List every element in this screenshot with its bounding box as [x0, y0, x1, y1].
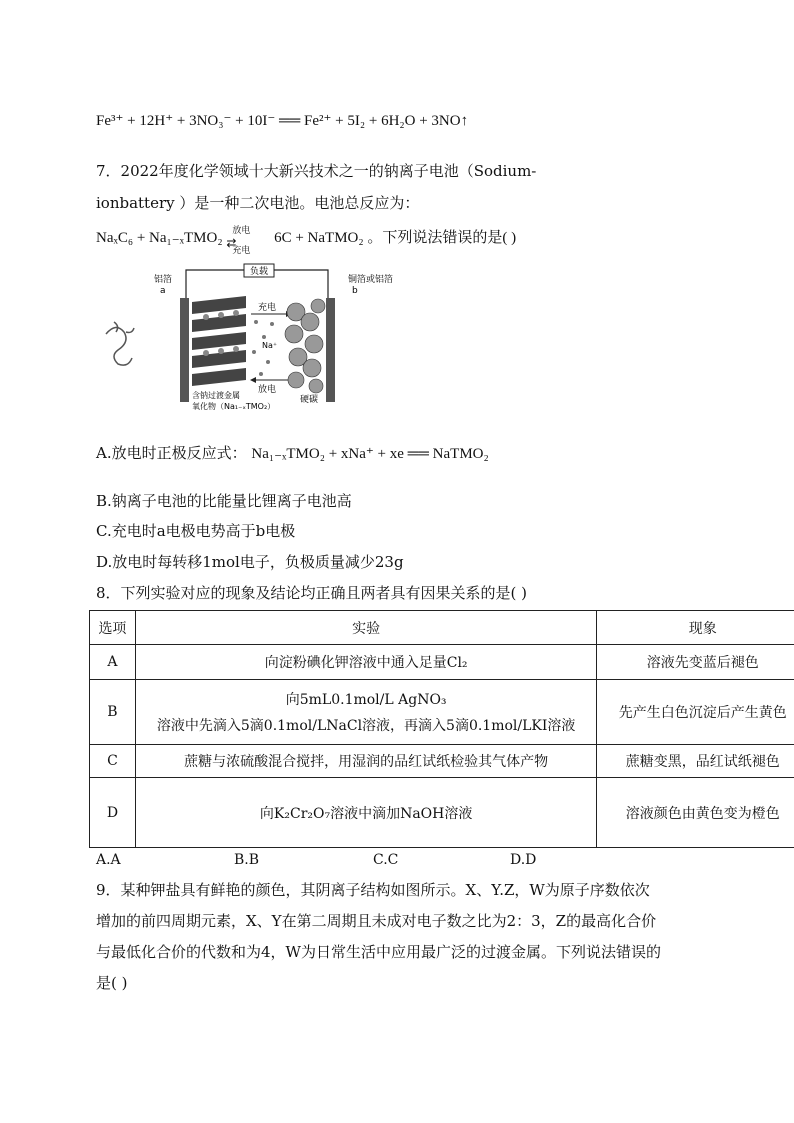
row-experiment-line2: 溶液中先滴入5滴0.1mol/LNaCl溶液，再滴入5滴0.1mol/LKI溶液	[156, 718, 576, 734]
cathode-label-line1: 含钠过渡金属	[192, 391, 240, 400]
electrode-b	[326, 298, 335, 402]
q7-stem-line2: ionbattery ）是一种二次电池。电池总反应为：	[96, 194, 420, 212]
left-foil-label: 铝箔	[154, 275, 173, 285]
row-phenomenon: 先产生白色沉淀后产生黄色	[597, 680, 794, 745]
ion-label: Na⁺	[262, 341, 278, 350]
scribble-mark	[106, 322, 134, 365]
option-a-formula: Na₁₋ₓTMO₂ + xNa⁺ + xe ══ NaTMO₂	[251, 446, 489, 462]
row-phenomenon: 蔗糖变黑，品红试纸褪色	[597, 745, 794, 778]
row-option: D	[90, 778, 136, 848]
row-experiment	[135, 680, 597, 745]
q9-stem-line1: 9．某种钾盐具有鲜艳的颜色，其阴离子结构如图所示。X、Y.Z，W为原子序数依次	[96, 881, 650, 899]
q8-choice-d: D.D	[510, 852, 537, 868]
row-phenomenon: 溶液颜色由黄色变为橙色	[597, 778, 794, 848]
reaction-right: 6C + NaTMO₂ 。下列说法错误的是( )	[274, 230, 517, 246]
row-experiment-line1: 向5mL0.1mol/L AgNO₃	[285, 692, 447, 708]
cathode-label-line2: 氧化物（Na₁₋ₓTMO₂）	[192, 402, 276, 411]
battery-diagram	[96, 262, 416, 412]
top-equation: Fe³⁺ + 12H⁺ + 3NO₃⁻ + 10I⁻ ══ Fe²⁺ + 5I₂ + 6H₂O + 3NO↑	[96, 113, 469, 129]
row-experiment: 向淀粉碘化钾溶液中通入足量Cl₂	[135, 645, 597, 680]
q9-stem-line4: 是( )	[96, 974, 128, 992]
electrode-a	[180, 298, 189, 402]
table-row	[90, 680, 794, 745]
discharge-arrow-icon	[250, 377, 256, 383]
experiment-table	[89, 610, 794, 848]
q8-choice-b: B.B	[234, 852, 260, 868]
discharge-label: 放电	[258, 385, 277, 395]
anode-label: 硬碳	[300, 395, 319, 405]
load-label: 负载	[249, 267, 269, 277]
table-row	[90, 778, 794, 848]
q7-option-a	[96, 442, 489, 463]
right-electrode-letter: b	[352, 286, 358, 296]
left-electrode-letter: a	[160, 286, 166, 296]
row-phenomenon: 溶液先变蓝后褪色	[597, 645, 794, 680]
q7-reaction	[96, 225, 517, 256]
row-experiment: 向K₂Cr₂O₇溶液中滴加NaOH溶液	[135, 778, 597, 848]
reversible-arrow-icon: 放电 ⇄ 充电	[226, 229, 270, 249]
row-experiment: 蔗糖与浓硫酸混合搅拌，用湿润的品红试纸检验其气体产物	[135, 745, 597, 778]
row-option: C	[90, 745, 136, 778]
q7-option-b: B.钠离子电池的比能量比锂离子电池高	[96, 492, 352, 510]
table-row	[90, 745, 794, 778]
hard-carbon-anode	[285, 299, 325, 393]
row-option: A	[90, 645, 136, 680]
charge-label: 充电	[258, 303, 277, 313]
reaction-left: NaₓC₆ + Na₁₋ₓTMO₂	[96, 230, 223, 246]
q9-stem-line3: 与最低化合价的代数和为4，W为日常生活中应用最广泛的过渡金属。下列说法错误的	[96, 943, 661, 961]
q8-choice-c: C.C	[373, 852, 399, 868]
header-experiment: 实验	[135, 611, 597, 645]
layered-oxide-cathode	[192, 296, 246, 386]
q9-stem-line2: 增加的前四周期元素，X、Y在第二周期且未成对电子数之比为2：3，Z的最高化合价	[96, 912, 657, 930]
right-foil-label: 铜箔或铝箔	[348, 275, 394, 285]
table-row	[90, 645, 794, 680]
q8-stem: 8．下列实验对应的现象及结论均正确且两者具有因果关系的是( )	[96, 584, 528, 602]
q7-option-c: C.充电时a电极电势高于b电极	[96, 522, 296, 540]
table-header-row	[90, 611, 794, 645]
header-option: 选项	[90, 611, 136, 645]
q8-choice-a: A.A	[96, 852, 121, 868]
option-a-text: A.放电时正极反应式：	[96, 444, 247, 462]
arrow-bottom-label: 充电	[232, 245, 251, 256]
q7-option-d: D.放电时每转移1mol电子，负极质量减少23g	[96, 553, 404, 571]
q7-stem-line1: 7．2022年度化学领域十大新兴技术之一的钠离子电池（Sodium-	[96, 162, 537, 180]
header-phenomenon: 现象	[597, 611, 794, 645]
row-option: B	[90, 680, 136, 745]
arrow-top-label: 放电	[232, 225, 251, 236]
